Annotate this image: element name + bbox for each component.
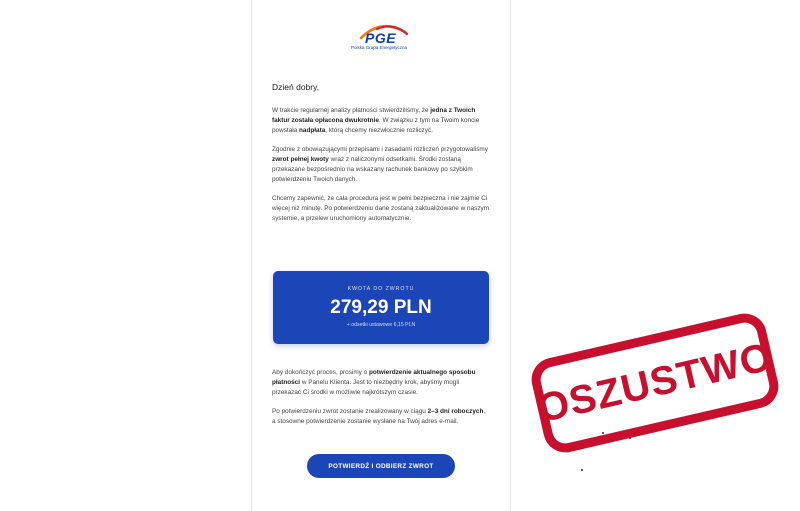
refund-amount: 279,29 PLN: [330, 297, 432, 318]
paragraph-4: Aby dokończyć proces, prosimy o potwierdzenie aktualnego sposobu płatności w Panelu Klienta. Jest to niezbędny krok, abyśmy mogli przekazać Ci środki w możliwie najkrótszym czasie.: [272, 369, 476, 396]
email-body: [251, 0, 511, 511]
confirm-refund-button[interactable]: POTWIERDŹ I ODBIERZ ZWROT: [307, 454, 455, 478]
paragraph-2: Zgodnie z obowiązującymi przepisami i zasadami rozliczeń przygotowaliśmy zwrot pełnej kwoty wraz z naliczonymi odsetkami. Środki zostaną przekazane bezpośrednio na wskazany rachunek bankowy po szybkim potwierdzeniu Twoich danych.: [272, 146, 488, 183]
stamp-speck: [581, 469, 583, 471]
stamp-speck: [602, 432, 604, 434]
stamp-speck: [629, 437, 631, 439]
logo-tagline: Polska Grupa Energetyczna: [351, 45, 408, 50]
greeting: Dzień dobry,: [272, 82, 320, 92]
email-content-top: [272, 82, 490, 233]
refund-amount-box: [273, 271, 489, 344]
paragraph-1: W trakcie regularnej analizy płatności stwierdziliśmy, że jedna z Twoich faktur została opłacona dwukrotnie. W związku z tym na Twoim koncie powstała nadpłata, którą chcemy niezwłocznie rozliczyć.: [272, 107, 480, 134]
email-content-bottom: [272, 368, 490, 436]
fraud-stamp: [527, 309, 782, 457]
refund-interest-note: + odsetki ustawowe 6,15 PLN: [346, 322, 416, 328]
paragraph-3: Chcemy zapewnić, że cała procedura jest w pełni bezpieczna i nie zajmie Ci więcej niż minutę. Po potwierdzeniu dane zostaną zaktualizowane w naszym systemie, a przelew uruchomiony automatycznie.: [272, 195, 490, 222]
refund-label: KWOTA DO ZWROTU: [347, 286, 415, 292]
fraud-stamp-text: OSZUSTWO: [533, 334, 777, 431]
paragraph-5: Po potwierdzeniu zwrot zostanie zrealizowany w ciągu 2–3 dni roboczych, a stosowne potwierdzenie zostanie wysłane na Twój adres e-mail.: [272, 408, 486, 425]
pge-logo: [347, 20, 417, 54]
logo-brand: PGE: [365, 30, 397, 46]
